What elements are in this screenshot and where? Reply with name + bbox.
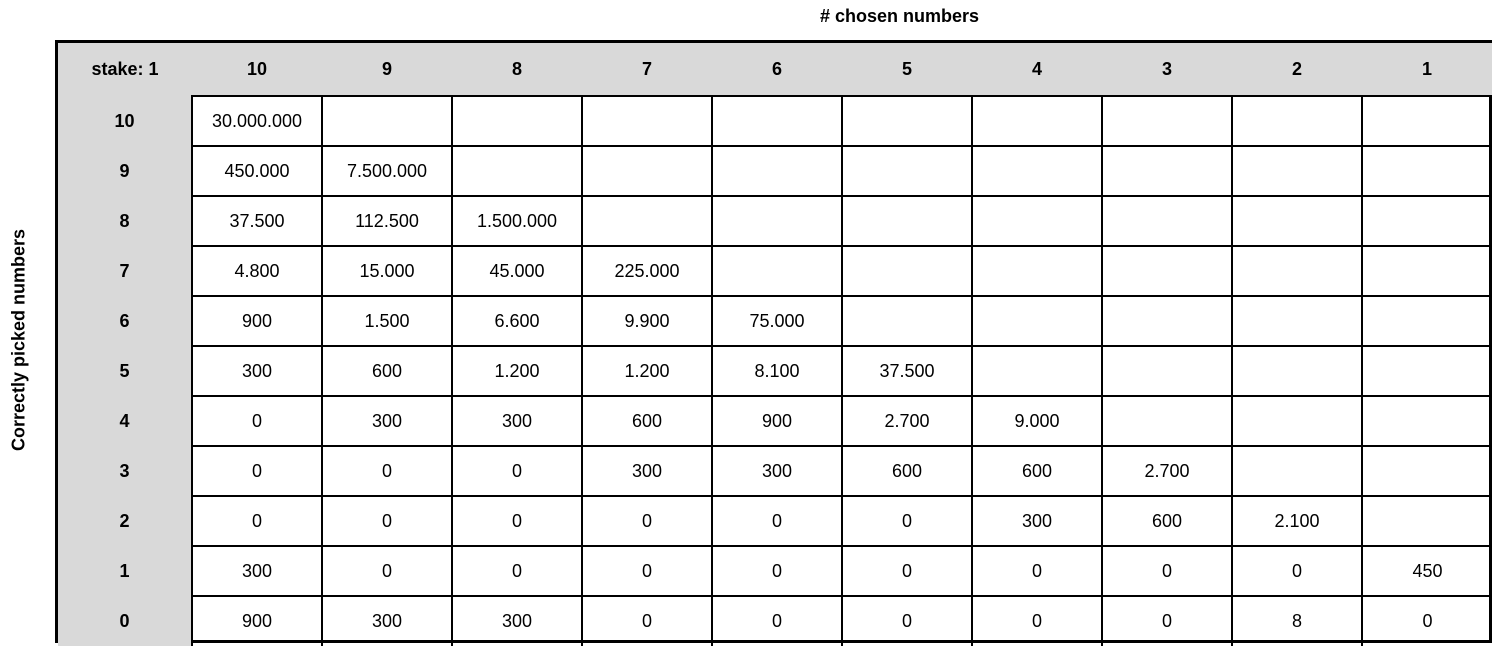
column-header: 4	[972, 43, 1102, 96]
payout-cell: 900	[192, 596, 322, 646]
table-row	[58, 346, 1492, 396]
payout-cell: 45.000	[452, 246, 582, 296]
table-row	[58, 396, 1492, 446]
payout-cell: 7.500.000	[322, 146, 452, 196]
payout-cell	[1102, 196, 1232, 246]
payout-cell: 112.500	[322, 196, 452, 246]
payout-cell: 30.000.000	[192, 96, 322, 146]
payout-cell: 0	[192, 446, 322, 496]
payout-cell	[1102, 296, 1232, 346]
payout-cell: 300	[452, 396, 582, 446]
payout-cell	[972, 296, 1102, 346]
payout-cell	[1362, 446, 1492, 496]
payout-cell: 600	[972, 446, 1102, 496]
table-row	[58, 146, 1492, 196]
payout-cell: 300	[322, 396, 452, 446]
payout-cell: 1.200	[582, 346, 712, 396]
table-row	[58, 496, 1492, 546]
payout-cell: 6.600	[452, 296, 582, 346]
payout-cell	[842, 146, 972, 196]
payout-cell	[1232, 246, 1362, 296]
table-row	[58, 546, 1492, 596]
payout-cell	[972, 246, 1102, 296]
payout-cell	[1232, 446, 1362, 496]
column-header: 7	[582, 43, 712, 96]
payout-table	[58, 43, 1492, 646]
payout-cell: 300	[192, 346, 322, 396]
payout-cell: 0	[452, 546, 582, 596]
row-header: 9	[58, 146, 192, 196]
column-header: 10	[192, 43, 322, 96]
payout-cell: 0	[582, 546, 712, 596]
table-row	[58, 96, 1492, 146]
payout-cell: 300	[972, 496, 1102, 546]
payout-cell: 450	[1362, 546, 1492, 596]
payout-cell	[1102, 396, 1232, 446]
payout-cell	[1362, 146, 1492, 196]
payout-cell: 0	[452, 446, 582, 496]
payout-cell: 8	[1232, 596, 1362, 646]
table-row	[58, 296, 1492, 346]
payout-cell	[712, 146, 842, 196]
payout-cell	[972, 146, 1102, 196]
payout-table-frame	[55, 40, 1492, 643]
table-row	[58, 246, 1492, 296]
payout-cell	[842, 96, 972, 146]
payout-cell	[582, 96, 712, 146]
row-header: 10	[58, 96, 192, 146]
payout-cell	[452, 146, 582, 196]
payout-cell: 0	[972, 596, 1102, 646]
payout-cell: 450.000	[192, 146, 322, 196]
payout-cell: 600	[322, 346, 452, 396]
payout-cell: 9.900	[582, 296, 712, 346]
row-header: 2	[58, 496, 192, 546]
payout-cell	[582, 196, 712, 246]
payout-cell: 900	[712, 396, 842, 446]
payout-cell	[1362, 346, 1492, 396]
row-header: 7	[58, 246, 192, 296]
payout-cell	[1362, 246, 1492, 296]
payout-cell: 1.500.000	[452, 196, 582, 246]
payout-cell	[1232, 146, 1362, 196]
payout-cell	[1102, 146, 1232, 196]
payout-cell	[1232, 196, 1362, 246]
column-header: 3	[1102, 43, 1232, 96]
payout-cell: 900	[192, 296, 322, 346]
payout-cell: 0	[1102, 546, 1232, 596]
payout-cell: 300	[322, 596, 452, 646]
payout-cell	[842, 246, 972, 296]
payout-cell: 300	[452, 596, 582, 646]
payout-cell: 300	[712, 446, 842, 496]
payout-cell: 0	[842, 496, 972, 546]
payout-cell: 300	[192, 546, 322, 596]
payout-cell: 0	[322, 546, 452, 596]
corner-stake-label: stake: 1	[58, 43, 192, 96]
payout-cell	[322, 96, 452, 146]
row-axis-title-container	[4, 40, 34, 640]
payout-cell	[972, 96, 1102, 146]
payout-cell	[842, 296, 972, 346]
payout-cell	[842, 196, 972, 246]
payout-cell	[1232, 296, 1362, 346]
payout-cell: 0	[972, 546, 1102, 596]
payout-cell: 0	[452, 496, 582, 546]
payout-cell: 0	[582, 496, 712, 546]
payout-cell	[1362, 196, 1492, 246]
payout-cell: 0	[192, 496, 322, 546]
payout-cell: 600	[582, 396, 712, 446]
table-body	[58, 96, 1492, 646]
payout-cell	[1102, 246, 1232, 296]
row-header: 5	[58, 346, 192, 396]
payout-cell: 0	[192, 396, 322, 446]
payout-cell	[1232, 96, 1362, 146]
payout-cell: 0	[712, 496, 842, 546]
payout-cell: 225.000	[582, 246, 712, 296]
payout-cell: 0	[1232, 546, 1362, 596]
row-header: 8	[58, 196, 192, 246]
payout-cell: 0	[842, 546, 972, 596]
column-header: 1	[1362, 43, 1492, 96]
payout-cell	[1362, 496, 1492, 546]
column-header: 2	[1232, 43, 1362, 96]
row-axis-title: Correctly picked numbers	[8, 228, 29, 452]
payout-cell	[1362, 396, 1492, 446]
payout-cell	[712, 196, 842, 246]
column-header: 8	[452, 43, 582, 96]
table-row	[58, 196, 1492, 246]
payout-cell: 8.100	[712, 346, 842, 396]
payout-cell: 1.200	[452, 346, 582, 396]
table-row	[58, 446, 1492, 496]
row-header: 4	[58, 396, 192, 446]
payout-cell: 0	[712, 546, 842, 596]
payout-cell: 1.500	[322, 296, 452, 346]
header-row	[58, 43, 1492, 96]
payout-cell	[712, 246, 842, 296]
payout-cell	[1362, 296, 1492, 346]
payout-cell	[582, 146, 712, 196]
payout-cell	[1102, 346, 1232, 396]
payout-cell: 600	[842, 446, 972, 496]
payout-cell: 2.700	[842, 396, 972, 446]
payout-cell: 0	[712, 596, 842, 646]
payout-cell	[972, 346, 1102, 396]
payout-cell: 2.700	[1102, 446, 1232, 496]
payout-cell: 2.100	[1232, 496, 1362, 546]
column-header: 9	[322, 43, 452, 96]
payout-cell	[712, 96, 842, 146]
payout-cell: 0	[322, 496, 452, 546]
table-row	[58, 596, 1492, 646]
payout-cell: 75.000	[712, 296, 842, 346]
table-header	[58, 43, 1492, 96]
row-header: 1	[58, 546, 192, 596]
payout-cell	[452, 96, 582, 146]
payout-cell: 600	[1102, 496, 1232, 546]
column-header: 5	[842, 43, 972, 96]
payout-cell: 300	[582, 446, 712, 496]
payout-cell: 0	[1102, 596, 1232, 646]
payout-cell: 0	[1362, 596, 1492, 646]
row-header: 6	[58, 296, 192, 346]
row-header: 0	[58, 596, 192, 646]
column-header: 6	[712, 43, 842, 96]
payout-cell: 0	[842, 596, 972, 646]
payout-cell: 9.000	[972, 396, 1102, 446]
column-axis-title: # chosen numbers	[820, 6, 980, 26]
payout-cell: 15.000	[322, 246, 452, 296]
payout-cell	[1362, 96, 1492, 146]
payout-cell	[972, 196, 1102, 246]
row-header: 3	[58, 446, 192, 496]
payout-cell: 37.500	[192, 196, 322, 246]
payout-cell: 4.800	[192, 246, 322, 296]
payout-cell	[1232, 396, 1362, 446]
payout-cell: 0	[582, 596, 712, 646]
payout-cell: 37.500	[842, 346, 972, 396]
payout-cell	[1232, 346, 1362, 396]
payout-cell	[1102, 96, 1232, 146]
payout-cell: 0	[322, 446, 452, 496]
